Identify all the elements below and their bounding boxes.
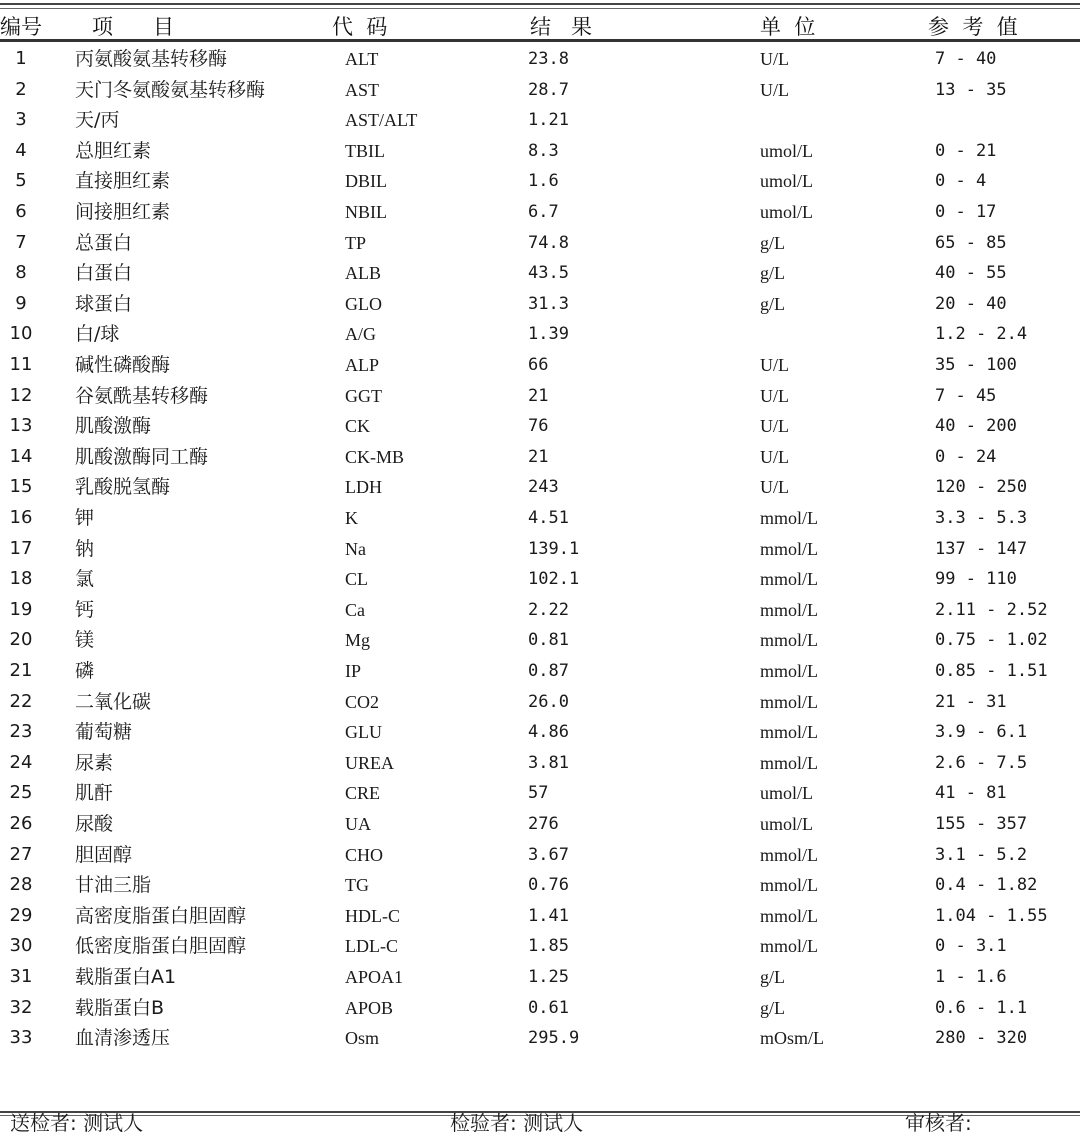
test-code: GGT (345, 385, 382, 406)
test-unit: mmol/L (760, 691, 818, 712)
test-unit: g/L (760, 967, 785, 987)
reference-range: 13 - 35 (935, 79, 1007, 100)
table-row (0, 564, 1080, 595)
test-result: 3.67 (528, 844, 569, 865)
test-name: 低密度脂蛋白胆固醇 (75, 935, 247, 958)
test-name: 乳酸脱氢酶 (75, 476, 171, 499)
row-number: 1 (15, 48, 27, 69)
row-number: 29 (9, 904, 33, 926)
reference-range: 20 - 40 (935, 293, 1007, 314)
row-number: 33 (9, 1027, 33, 1049)
test-unit: U/L (760, 416, 789, 437)
row-number: 18 (9, 568, 33, 590)
test-result: 0.76 (528, 875, 569, 896)
row-number: 10 (9, 323, 33, 345)
reference-range: 0 - 3.1 (935, 936, 1007, 957)
table-row (0, 44, 1080, 75)
test-name: 钾 (75, 507, 95, 529)
test-code: TP (345, 232, 367, 253)
test-unit: mmol/L (760, 569, 818, 590)
test-code: NBIL (345, 202, 387, 222)
row-number: 24 (9, 751, 33, 773)
reference-range: 120 - 250 (935, 477, 1028, 498)
test-code: ALP (345, 355, 380, 375)
reference-range: 280 - 320 (935, 1028, 1028, 1049)
row-number: 4 (15, 139, 27, 161)
test-result: 57 (528, 783, 549, 804)
test-code: A/G (345, 324, 376, 345)
row-number: 7 (15, 231, 27, 253)
reference-range: 0 - 4 (935, 171, 987, 192)
row-number: 21 (9, 660, 33, 681)
row-number: 19 (9, 598, 33, 620)
table-row (0, 136, 1080, 167)
row-number: 30 (9, 935, 33, 957)
test-unit: mmol/L (760, 538, 818, 559)
test-result: 1.41 (528, 905, 569, 926)
table-row (0, 289, 1080, 320)
reference-range: 0 - 24 (935, 446, 997, 467)
test-unit: umol/L (760, 171, 813, 192)
test-result: 76 (528, 416, 549, 437)
reference-range: 7 - 40 (935, 49, 997, 69)
test-name: 肌酸激酶 (75, 415, 152, 438)
table-row (0, 625, 1080, 656)
test-code: CK-MB (345, 446, 405, 467)
top-rule (0, 3, 1080, 5)
test-name: 白蛋白 (75, 262, 133, 285)
test-unit: mmol/L (760, 752, 818, 773)
test-unit: g/L (760, 263, 785, 284)
test-result: 43.5 (528, 263, 569, 284)
row-number: 28 (9, 874, 33, 896)
test-name: 总胆红素 (75, 139, 152, 162)
reference-range: 3.3 - 5.3 (935, 508, 1028, 528)
reference-range: 99 - 110 (935, 569, 1017, 590)
test-result: 23.8 (528, 49, 569, 69)
row-number: 8 (15, 262, 27, 284)
test-result: 4.51 (528, 508, 569, 528)
row-number: 3 (15, 109, 27, 131)
test-code: UA (345, 814, 371, 834)
test-unit: mmol/L (760, 630, 818, 651)
test-unit: U/L (760, 355, 789, 375)
row-number: 11 (9, 354, 33, 375)
test-unit: mmol/L (760, 661, 818, 681)
table-row (0, 993, 1080, 1024)
test-result: 0.61 (528, 997, 569, 1018)
table-row (0, 840, 1080, 871)
test-code: Osm (345, 1028, 380, 1049)
test-name: 高密度脂蛋白胆固醇 (75, 904, 247, 927)
test-code: ALT (345, 49, 379, 69)
test-code: APOA1 (345, 967, 404, 987)
reference-range: 2.6 - 7.5 (935, 752, 1028, 773)
test-name: 碱性磷酸酶 (75, 354, 171, 376)
test-result: 1.21 (528, 110, 569, 131)
test-name: 肌酸激酶同工酶 (75, 445, 209, 468)
test-unit: mmol/L (760, 508, 818, 528)
test-unit: g/L (760, 293, 785, 314)
row-number: 26 (9, 813, 33, 834)
table-row (0, 809, 1080, 840)
row-number: 17 (9, 537, 33, 559)
test-code: GLO (345, 293, 382, 314)
test-name: 丙氨酸氨基转移酶 (75, 48, 228, 70)
reference-range: 1.04 - 1.55 (935, 905, 1048, 926)
reference-range: 0.4 - 1.82 (935, 875, 1038, 896)
table-row (0, 166, 1080, 197)
test-name: 天/丙 (75, 109, 120, 132)
header-reference: 参 考 值 (928, 15, 1018, 39)
test-name: 肌酐 (75, 782, 114, 805)
test-result: 102.1 (528, 569, 580, 590)
header-result: 结 果 (530, 15, 593, 39)
test-unit: U/L (760, 477, 789, 498)
test-name: 葡萄糖 (75, 721, 133, 744)
test-result: 1.6 (528, 171, 559, 192)
table-row (0, 687, 1080, 718)
test-code: AST (345, 79, 380, 100)
table-row (0, 319, 1080, 350)
row-number: 32 (9, 996, 33, 1018)
test-code: TG (345, 875, 369, 896)
test-result: 276 (528, 814, 559, 834)
row-number: 20 (9, 629, 33, 651)
test-name: 天门冬氨酸氨基转移酶 (75, 78, 266, 101)
test-code: AST/ALT (345, 110, 418, 131)
row-number: 27 (9, 843, 33, 865)
test-name: 钙 (75, 598, 95, 621)
header-unit: 单 位 (760, 15, 816, 39)
table-header (0, 9, 1080, 39)
test-name: 球蛋白 (75, 292, 133, 315)
reference-range: 0.85 - 1.51 (935, 661, 1048, 681)
row-number: 6 (15, 201, 27, 222)
test-code: IP (345, 661, 362, 681)
test-name: 直接胆红素 (75, 170, 171, 193)
test-name: 镁 (75, 629, 95, 652)
table-row (0, 717, 1080, 748)
test-result: 4.86 (528, 722, 569, 743)
test-name: 尿酸 (75, 813, 114, 835)
reference-range: 0 - 21 (935, 140, 997, 161)
test-code: HDL-C (345, 905, 400, 926)
row-number: 25 (9, 782, 33, 804)
table-row (0, 258, 1080, 289)
test-unit: U/L (760, 49, 789, 69)
test-unit: U/L (760, 385, 789, 406)
table-row (0, 197, 1080, 228)
reference-range: 40 - 55 (935, 263, 1007, 284)
test-name: 谷氨酰基转移酶 (75, 384, 209, 407)
test-code: APOB (345, 997, 394, 1018)
test-name: 氯 (75, 568, 95, 591)
test-name: 二氧化碳 (75, 690, 152, 713)
test-code: ALB (345, 263, 381, 284)
test-result: 28.7 (528, 79, 569, 100)
table-row (0, 595, 1080, 626)
row-number: 14 (9, 445, 33, 467)
test-unit: U/L (760, 79, 789, 100)
test-name: 钠 (75, 537, 95, 560)
test-result: 21 (528, 385, 549, 406)
test-unit: mmol/L (760, 722, 818, 743)
test-result: 26.0 (528, 691, 569, 712)
test-name: 胆固醇 (75, 843, 133, 866)
header-no: 编号 (0, 15, 42, 39)
table-row (0, 228, 1080, 259)
reference-range: 3.9 - 6.1 (935, 722, 1028, 743)
table-row (0, 778, 1080, 809)
row-number: 12 (9, 384, 33, 406)
test-unit: umol/L (760, 140, 813, 161)
table-row (0, 962, 1080, 993)
test-result: 1.85 (528, 936, 569, 957)
test-code: CO2 (345, 691, 380, 712)
row-number: 9 (15, 292, 27, 314)
footer-reviewer: 审核者: (905, 1111, 972, 1135)
reference-range: 1.2 - 2.4 (935, 324, 1028, 345)
reference-range: 0 - 17 (935, 202, 997, 222)
test-code: LDH (345, 477, 382, 498)
row-number: 23 (9, 721, 33, 743)
test-code: Ca (345, 599, 365, 620)
test-result: 295.9 (528, 1028, 580, 1049)
table-row (0, 901, 1080, 932)
reference-range: 41 - 81 (935, 783, 1007, 804)
test-result: 0.87 (528, 661, 569, 681)
test-unit: mmol/L (760, 599, 818, 620)
test-unit: g/L (760, 997, 785, 1018)
test-result: 243 (528, 477, 559, 498)
test-result: 6.7 (528, 202, 559, 222)
reference-range: 65 - 85 (935, 232, 1007, 253)
table-row (0, 656, 1080, 687)
test-name: 血清渗透压 (75, 1027, 171, 1050)
header-rule (0, 39, 1080, 42)
reference-range: 3.1 - 5.2 (935, 844, 1028, 865)
test-code: LDL-C (345, 936, 398, 957)
reference-range: 137 - 147 (935, 538, 1028, 559)
row-number: 13 (9, 415, 33, 437)
test-result: 31.3 (528, 293, 569, 314)
test-result: 1.39 (528, 324, 569, 345)
test-code: CRE (345, 783, 381, 804)
table-row (0, 748, 1080, 779)
footer-submitter: 送检者: 测试人 (10, 1111, 144, 1135)
table-row (0, 442, 1080, 473)
test-code: Na (345, 538, 366, 559)
table-row (0, 105, 1080, 136)
test-name: 总蛋白 (75, 231, 133, 254)
row-number: 5 (15, 170, 27, 192)
table-row (0, 75, 1080, 106)
test-name: 磷 (75, 660, 95, 682)
test-code: TBIL (345, 140, 385, 161)
test-result: 2.22 (528, 599, 569, 620)
test-unit: mOsm/L (760, 1028, 825, 1049)
test-code: UREA (345, 752, 394, 773)
reference-range: 2.11 - 2.52 (935, 599, 1048, 620)
row-number: 22 (9, 690, 33, 712)
test-name: 间接胆红素 (75, 201, 171, 223)
test-result: 3.81 (528, 752, 569, 773)
test-result: 21 (528, 446, 549, 467)
table-row (0, 503, 1080, 534)
test-code: CHO (345, 844, 384, 865)
test-code: Mg (345, 630, 371, 651)
test-name: 尿素 (75, 751, 114, 774)
test-unit: mmol/L (760, 844, 818, 865)
table-row (0, 1023, 1080, 1054)
table-row (0, 411, 1080, 442)
test-result: 1.25 (528, 967, 569, 987)
test-unit: umol/L (760, 814, 813, 834)
table-row (0, 350, 1080, 381)
row-number: 16 (9, 507, 33, 528)
table-row (0, 381, 1080, 412)
reference-range: 40 - 200 (935, 416, 1017, 437)
test-result: 74.8 (528, 232, 569, 253)
test-unit: mmol/L (760, 936, 818, 957)
test-name: 载脂蛋白B (75, 996, 165, 1019)
test-code: CK (345, 416, 371, 437)
row-number: 15 (9, 476, 33, 498)
table-row (0, 870, 1080, 901)
table-row (0, 931, 1080, 962)
test-code: GLU (345, 722, 382, 743)
test-code: K (345, 508, 358, 528)
reference-range: 0.75 - 1.02 (935, 630, 1048, 651)
header-code: 代 码 (332, 15, 388, 39)
test-unit: g/L (760, 232, 785, 253)
test-unit: mmol/L (760, 905, 818, 926)
reference-range: 35 - 100 (935, 355, 1017, 375)
reference-range: 21 - 31 (935, 691, 1007, 712)
test-unit: U/L (760, 446, 789, 467)
test-name: 白/球 (75, 323, 120, 346)
row-number: 2 (15, 78, 27, 100)
test-unit: umol/L (760, 202, 813, 222)
test-code: DBIL (345, 171, 387, 192)
row-number: 31 (9, 966, 33, 987)
header-item: 项 目 (92, 15, 175, 39)
table-row (0, 534, 1080, 565)
test-code: CL (345, 569, 369, 590)
test-result: 139.1 (528, 538, 580, 559)
table-row (0, 472, 1080, 503)
test-unit: mmol/L (760, 875, 818, 896)
test-result: 8.3 (528, 140, 559, 161)
footer-tester: 检验者: 测试人 (450, 1111, 584, 1135)
test-result: 66 (528, 355, 549, 375)
reference-range: 0.6 - 1.1 (935, 997, 1028, 1018)
reference-range: 155 - 357 (935, 814, 1028, 834)
test-name: 甘油三脂 (75, 874, 152, 897)
signature-footer (0, 1111, 1080, 1135)
test-name: 载脂蛋白A1 (75, 966, 177, 988)
reference-range: 7 - 45 (935, 385, 997, 406)
test-unit: umol/L (760, 783, 813, 804)
reference-range: 1 - 1.6 (935, 967, 1007, 987)
test-result: 0.81 (528, 630, 569, 651)
